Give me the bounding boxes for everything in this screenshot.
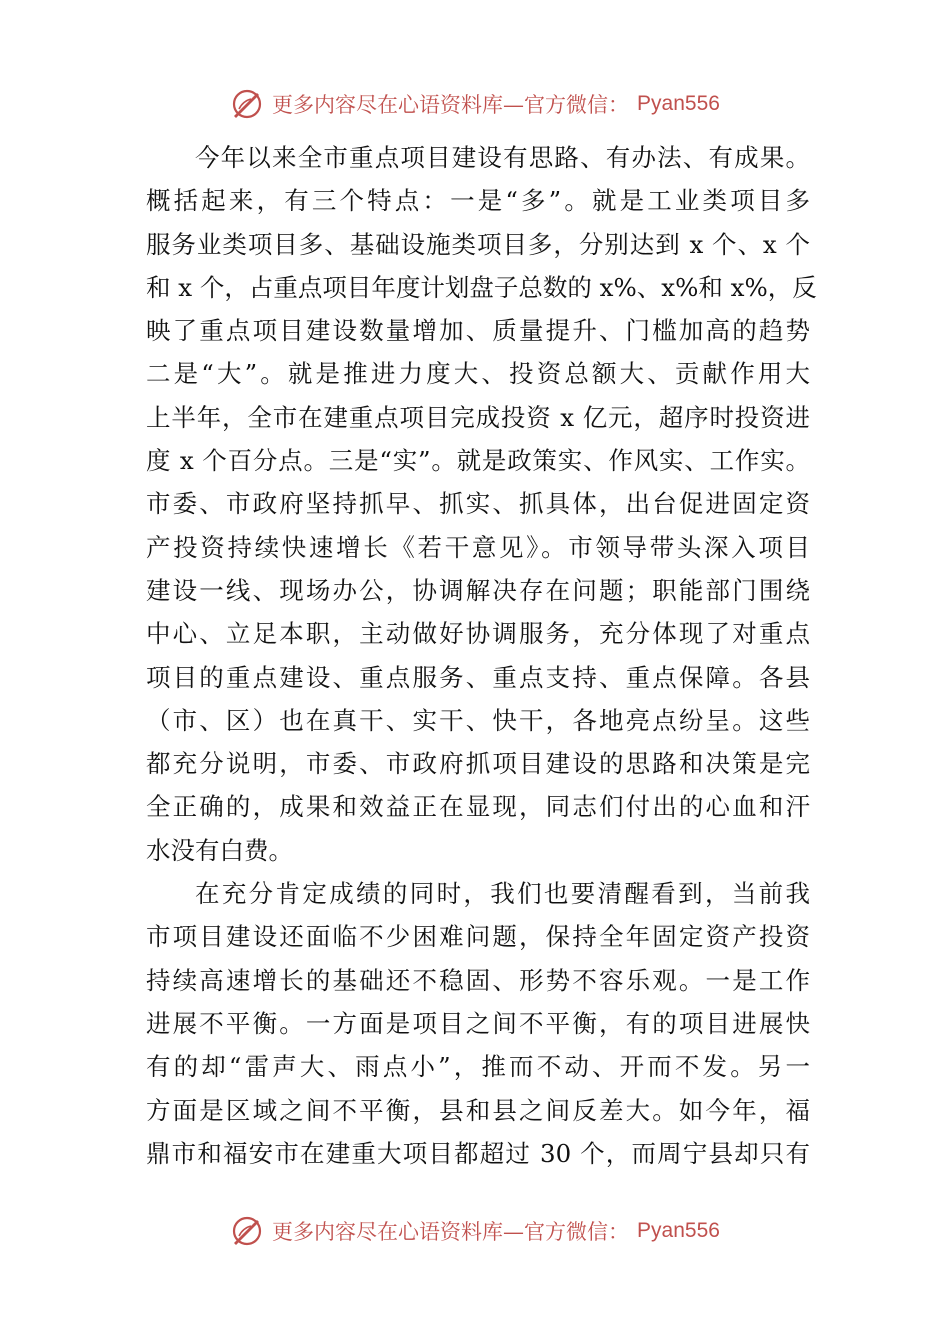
text-line: 映了重点项目建设数量增加、质量提升、门槛加高的趋势 [146,316,810,346]
footer-wechat-id: Pyan556 [637,1219,720,1242]
footer-banner [0,1211,950,1251]
text-line: 都充分说明，市委、市政府抓项目建设的思路和决策是完 [146,749,810,779]
header-banner [0,84,950,124]
footer-promo-text: 更多内容尽在心语资料库—官方微信： [272,1220,630,1244]
text-line: 今年以来全市重点项目建设有思路、有办法、有成果。 [195,143,810,172]
text-line: 度 x 个百分点。三是“实”。就是政策实、作风实、工作实。 [146,446,810,476]
paragraph-1 [146,136,817,872]
text-line: 水没有白费。 [146,835,293,865]
header-promo-text: 更多内容尽在心语资料库—官方微信： [272,93,630,117]
text-line: 二是“大”。就是推进力度大、投资总额大、贡献作用大 [146,359,810,389]
text-line: 在充分肯定成绩的同时，我们也要清醒看到，当前我 [195,879,810,909]
text-line: 持续高速增长的基础还不稳固、形势不容乐观。一是工作 [146,965,810,995]
text-line: 市项目建设还面临不少困难问题，保持全年固定资产投资 [146,922,810,952]
text-line: （市、区）也在真干、实干、快干，各地亮点纷呈。这些 [146,705,810,735]
text-line: 上半年，全市在建重点项目完成投资 x 亿元，超序时投资进 [146,402,810,432]
document-body [146,136,817,1175]
text-line: 概括起来，有三个特点：一是“多”。就是工业类项目多 [146,186,810,216]
text-line: 建设一线、现场办公，协调解决存在问题；职能部门围绕 [146,575,810,605]
paragraph-2 [146,872,810,1175]
pen-nib-icon [230,87,264,121]
header-wechat-id: Pyan556 [637,92,720,115]
text-line: 和 x 个，占重点项目年度计划盘子总数的 x%、x%和 x%，反 [146,272,817,302]
text-line: 中心、立足本职，主动做好协调服务，充分体现了对重点 [146,619,810,649]
text-line: 方面是区域之间不平衡，县和县之间反差大。如今年，福 [146,1095,810,1125]
text-line: 有的却“雷声大、雨点小”，推而不动、开而不发。另一 [146,1052,810,1082]
text-line: 产投资持续快速增长《若干意见》。市领导带头深入项目 [146,532,810,562]
text-line: 服务业类项目多、基础设施类项目多，分别达到 x 个、x 个 [146,229,810,259]
text-line: 市委、市政府坚持抓早、抓实、抓具体，出台促进固定资 [146,489,810,519]
text-line: 全正确的，成果和效益正在显现，同志们付出的心血和汗 [146,792,810,822]
text-line: 进展不平衡。一方面是项目之间不平衡，有的项目进展快 [146,1008,810,1038]
text-line: 项目的重点建设、重点服务、重点支持、重点保障。各县 [146,662,810,692]
pen-nib-icon [230,1214,264,1248]
text-line: 鼎市和福安市在建重大项目都超过 30 个，而周宁县却只有 [146,1138,810,1168]
